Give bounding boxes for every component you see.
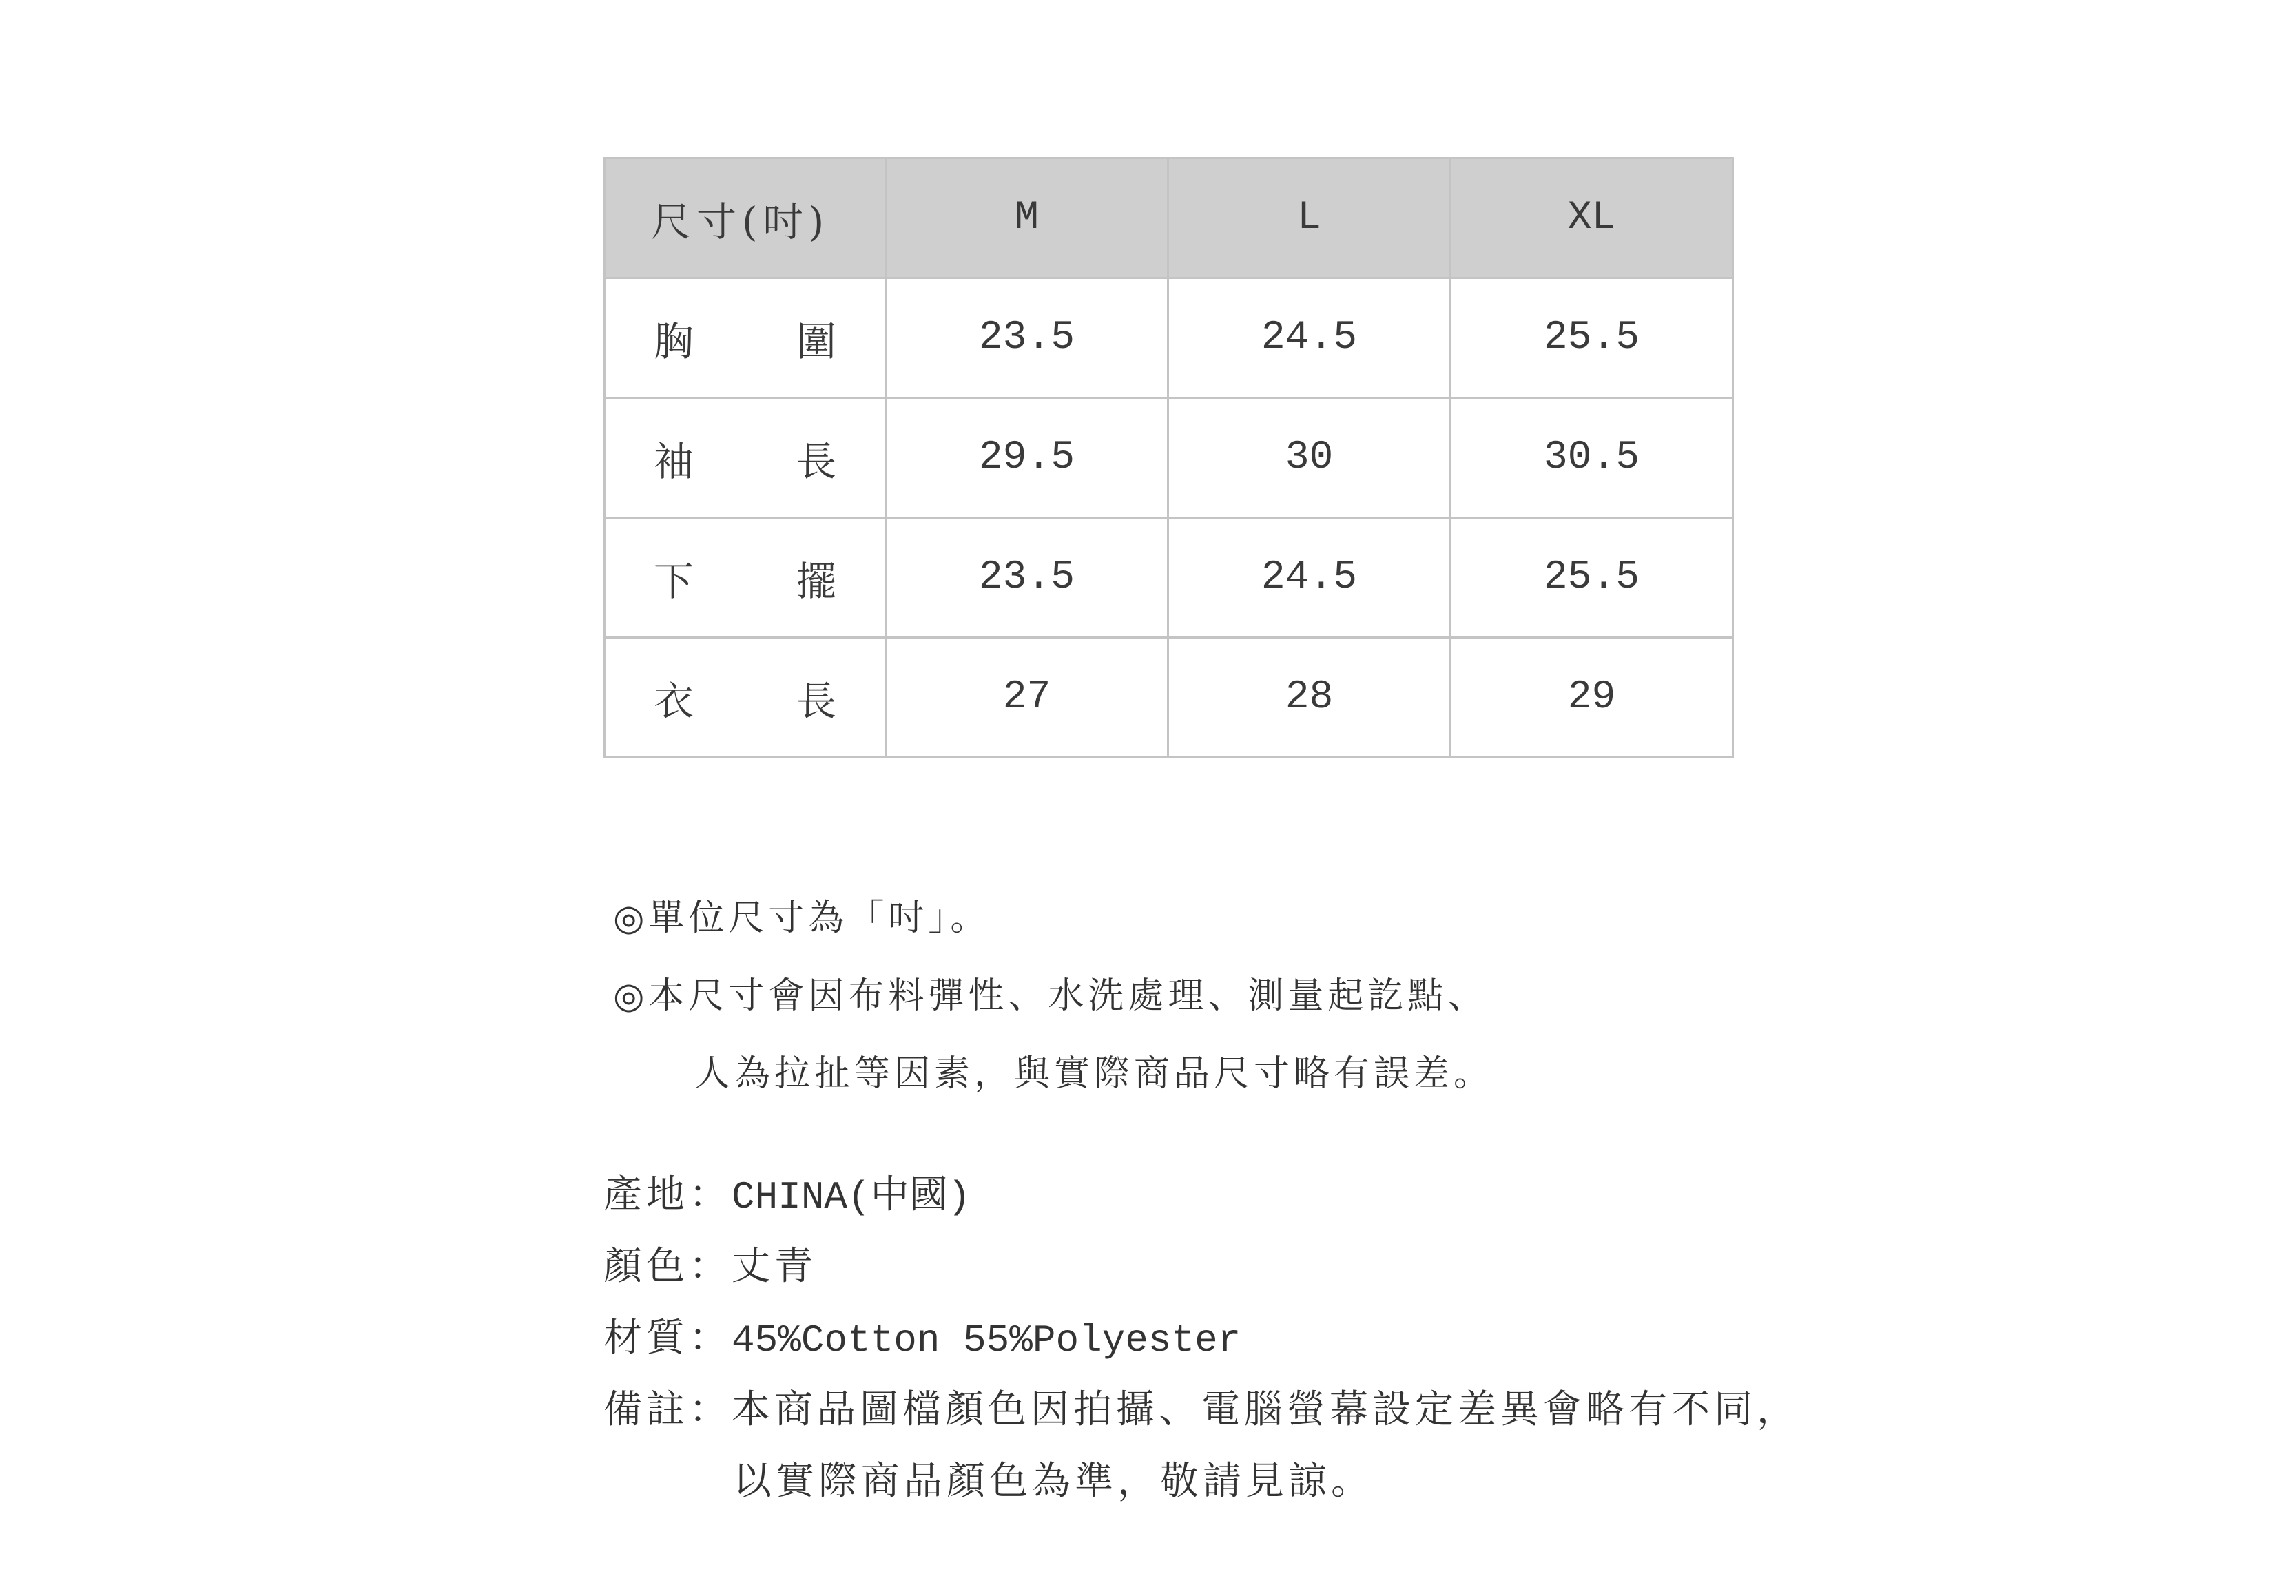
table-header-row bbox=[605, 158, 1733, 278]
header-size-m: M bbox=[886, 158, 1168, 278]
header-size-unit: 尺寸(吋) bbox=[605, 158, 886, 278]
color-label: 顏色： bbox=[603, 1244, 732, 1289]
material-value: 45%Cotton 55%Polyester bbox=[732, 1318, 1241, 1362]
row-label-second: 圍 bbox=[796, 318, 836, 365]
row-label-chest bbox=[605, 278, 886, 398]
table-row bbox=[605, 518, 1733, 638]
info-remark bbox=[603, 1379, 1799, 1434]
table-row bbox=[605, 278, 1733, 398]
header-size-xl: XL bbox=[1451, 158, 1733, 278]
row-label-hem bbox=[605, 518, 886, 638]
note-disclaimer-1: ◎本尺寸會因布料彈性、水洗處理、測量起訖點、 bbox=[613, 975, 1488, 1017]
table-row bbox=[605, 398, 1733, 518]
table-cell: 30.5 bbox=[1451, 398, 1733, 518]
row-label-first: 下 bbox=[654, 557, 694, 605]
remark-line-1: 本商品圖檔顏色因拍攝、電腦螢幕設定差異會略有不同， bbox=[732, 1387, 1799, 1432]
origin-label: 產地： bbox=[603, 1172, 732, 1217]
row-label-second: 長 bbox=[796, 437, 836, 485]
table-cell: 29.5 bbox=[886, 398, 1168, 518]
note-unit: ◎單位尺寸為「吋」。 bbox=[613, 898, 991, 939]
info-color bbox=[603, 1236, 817, 1291]
info-remark-continued: 以實際商品顏色為準，敬請見諒。 bbox=[733, 1459, 1374, 1504]
row-label-first: 衣 bbox=[654, 677, 694, 725]
table-cell: 29 bbox=[1451, 638, 1733, 758]
table-cell: 25.5 bbox=[1451, 278, 1733, 398]
row-label-first: 袖 bbox=[654, 437, 694, 485]
table-row bbox=[605, 638, 1733, 758]
table-cell: 30 bbox=[1168, 398, 1451, 518]
table-cell: 25.5 bbox=[1451, 518, 1733, 638]
remark-label: 備註： bbox=[603, 1387, 732, 1432]
row-label-sleeve bbox=[605, 398, 886, 518]
header-size-l: L bbox=[1168, 158, 1451, 278]
size-chart-table bbox=[603, 157, 1734, 758]
origin-value: CHINA(中國) bbox=[732, 1175, 971, 1219]
material-label: 材質： bbox=[603, 1316, 732, 1360]
table-cell: 23.5 bbox=[886, 278, 1168, 398]
row-label-second: 擺 bbox=[796, 557, 836, 605]
table-cell: 24.5 bbox=[1168, 518, 1451, 638]
row-label-second: 長 bbox=[796, 677, 836, 725]
table-cell: 23.5 bbox=[886, 518, 1168, 638]
info-origin bbox=[603, 1164, 971, 1219]
color-value: 丈青 bbox=[732, 1244, 817, 1289]
table-cell: 27 bbox=[886, 638, 1168, 758]
row-label-first: 胸 bbox=[654, 318, 694, 365]
row-label-length bbox=[605, 638, 886, 758]
note-disclaimer-2: 人為拉扯等因素，與實際商品尺寸略有誤差。 bbox=[694, 1053, 1494, 1095]
table-cell: 24.5 bbox=[1168, 278, 1451, 398]
info-material bbox=[603, 1307, 1241, 1362]
table-cell: 28 bbox=[1168, 638, 1451, 758]
